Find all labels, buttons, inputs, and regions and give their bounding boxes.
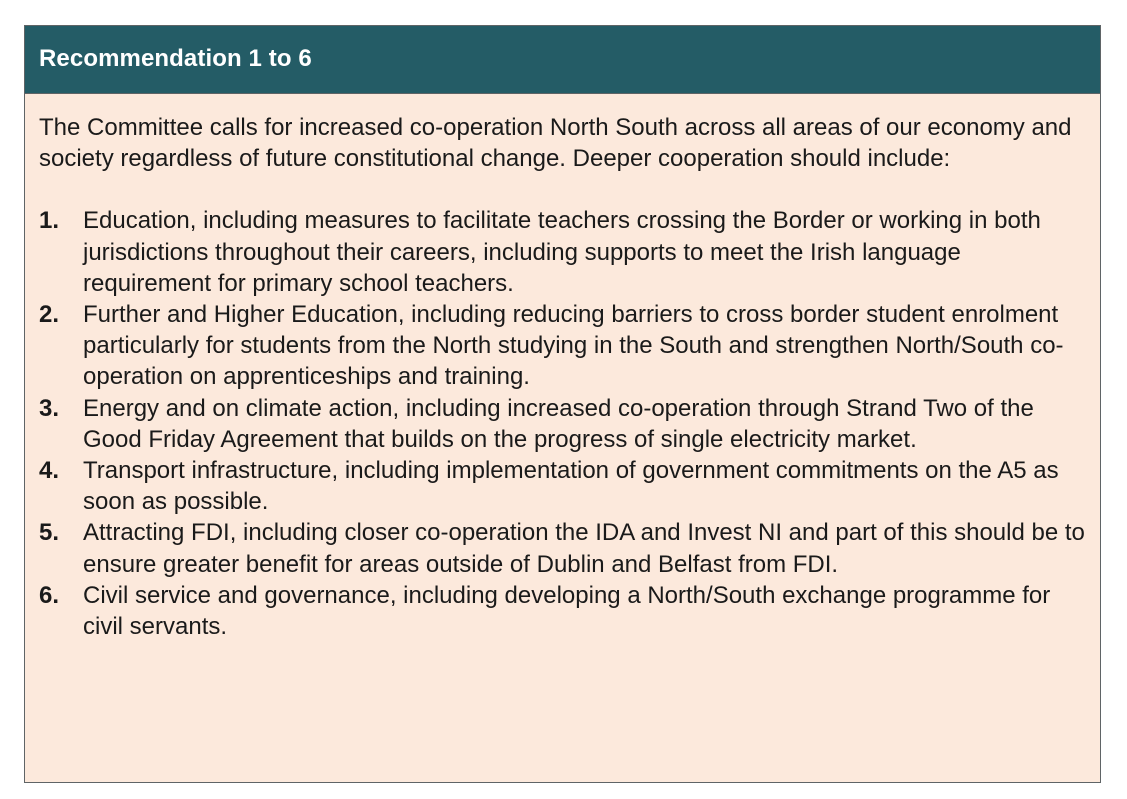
item-text: Further and Higher Education, including reducing barriers to cross border student enrolment particularly for students from the North studying in the South and strengthen North/South co-operation on apprenticeships and training.	[83, 301, 1064, 391]
item-number: 5.	[39, 519, 60, 547]
recommendation-list	[39, 205, 1086, 642]
recommendation-box	[24, 25, 1101, 783]
item-text: Attracting FDI, including closer co-operation the IDA and Invest NI and part of this should be to ensure greater benefit for areas outside of Dublin and Belfast from FDI.	[83, 519, 1085, 578]
list-item	[39, 580, 1086, 642]
list-item	[39, 393, 1086, 455]
item-number: 1.	[39, 207, 60, 235]
item-text: Civil service and governance, including developing a North/South exchange programme for civil servants.	[83, 581, 1051, 641]
item-text: Transport infrastructure, including implementation of government commitments on the A5 as soon as possible.	[83, 457, 1059, 516]
box-header	[25, 26, 1100, 94]
list-item	[39, 455, 1086, 517]
item-number: 2.	[39, 301, 60, 329]
list-item	[39, 517, 1086, 579]
intro-paragraph: The Committee calls for increased co-operation North South across all areas of our economy and society regardless of future constitutional change. Deeper cooperation should include:	[39, 114, 1072, 173]
item-number: 3.	[39, 394, 60, 422]
box-title: Recommendation 1 to 6	[39, 44, 312, 72]
list-item	[39, 205, 1086, 299]
item-number: 6.	[39, 581, 60, 609]
item-number: 4.	[39, 457, 60, 485]
item-text: Energy and on climate action, including increased co-operation through Strand Two of the Good Friday Agreement that builds on the progress of single electricity market.	[83, 394, 1034, 453]
box-body	[25, 94, 1100, 642]
list-item	[39, 299, 1086, 393]
item-text: Education, including measures to facilitate teachers crossing the Border or working in both jurisdictions throughout their careers, including supports to meet the Irish language requirement for primary school teachers.	[83, 207, 1041, 297]
